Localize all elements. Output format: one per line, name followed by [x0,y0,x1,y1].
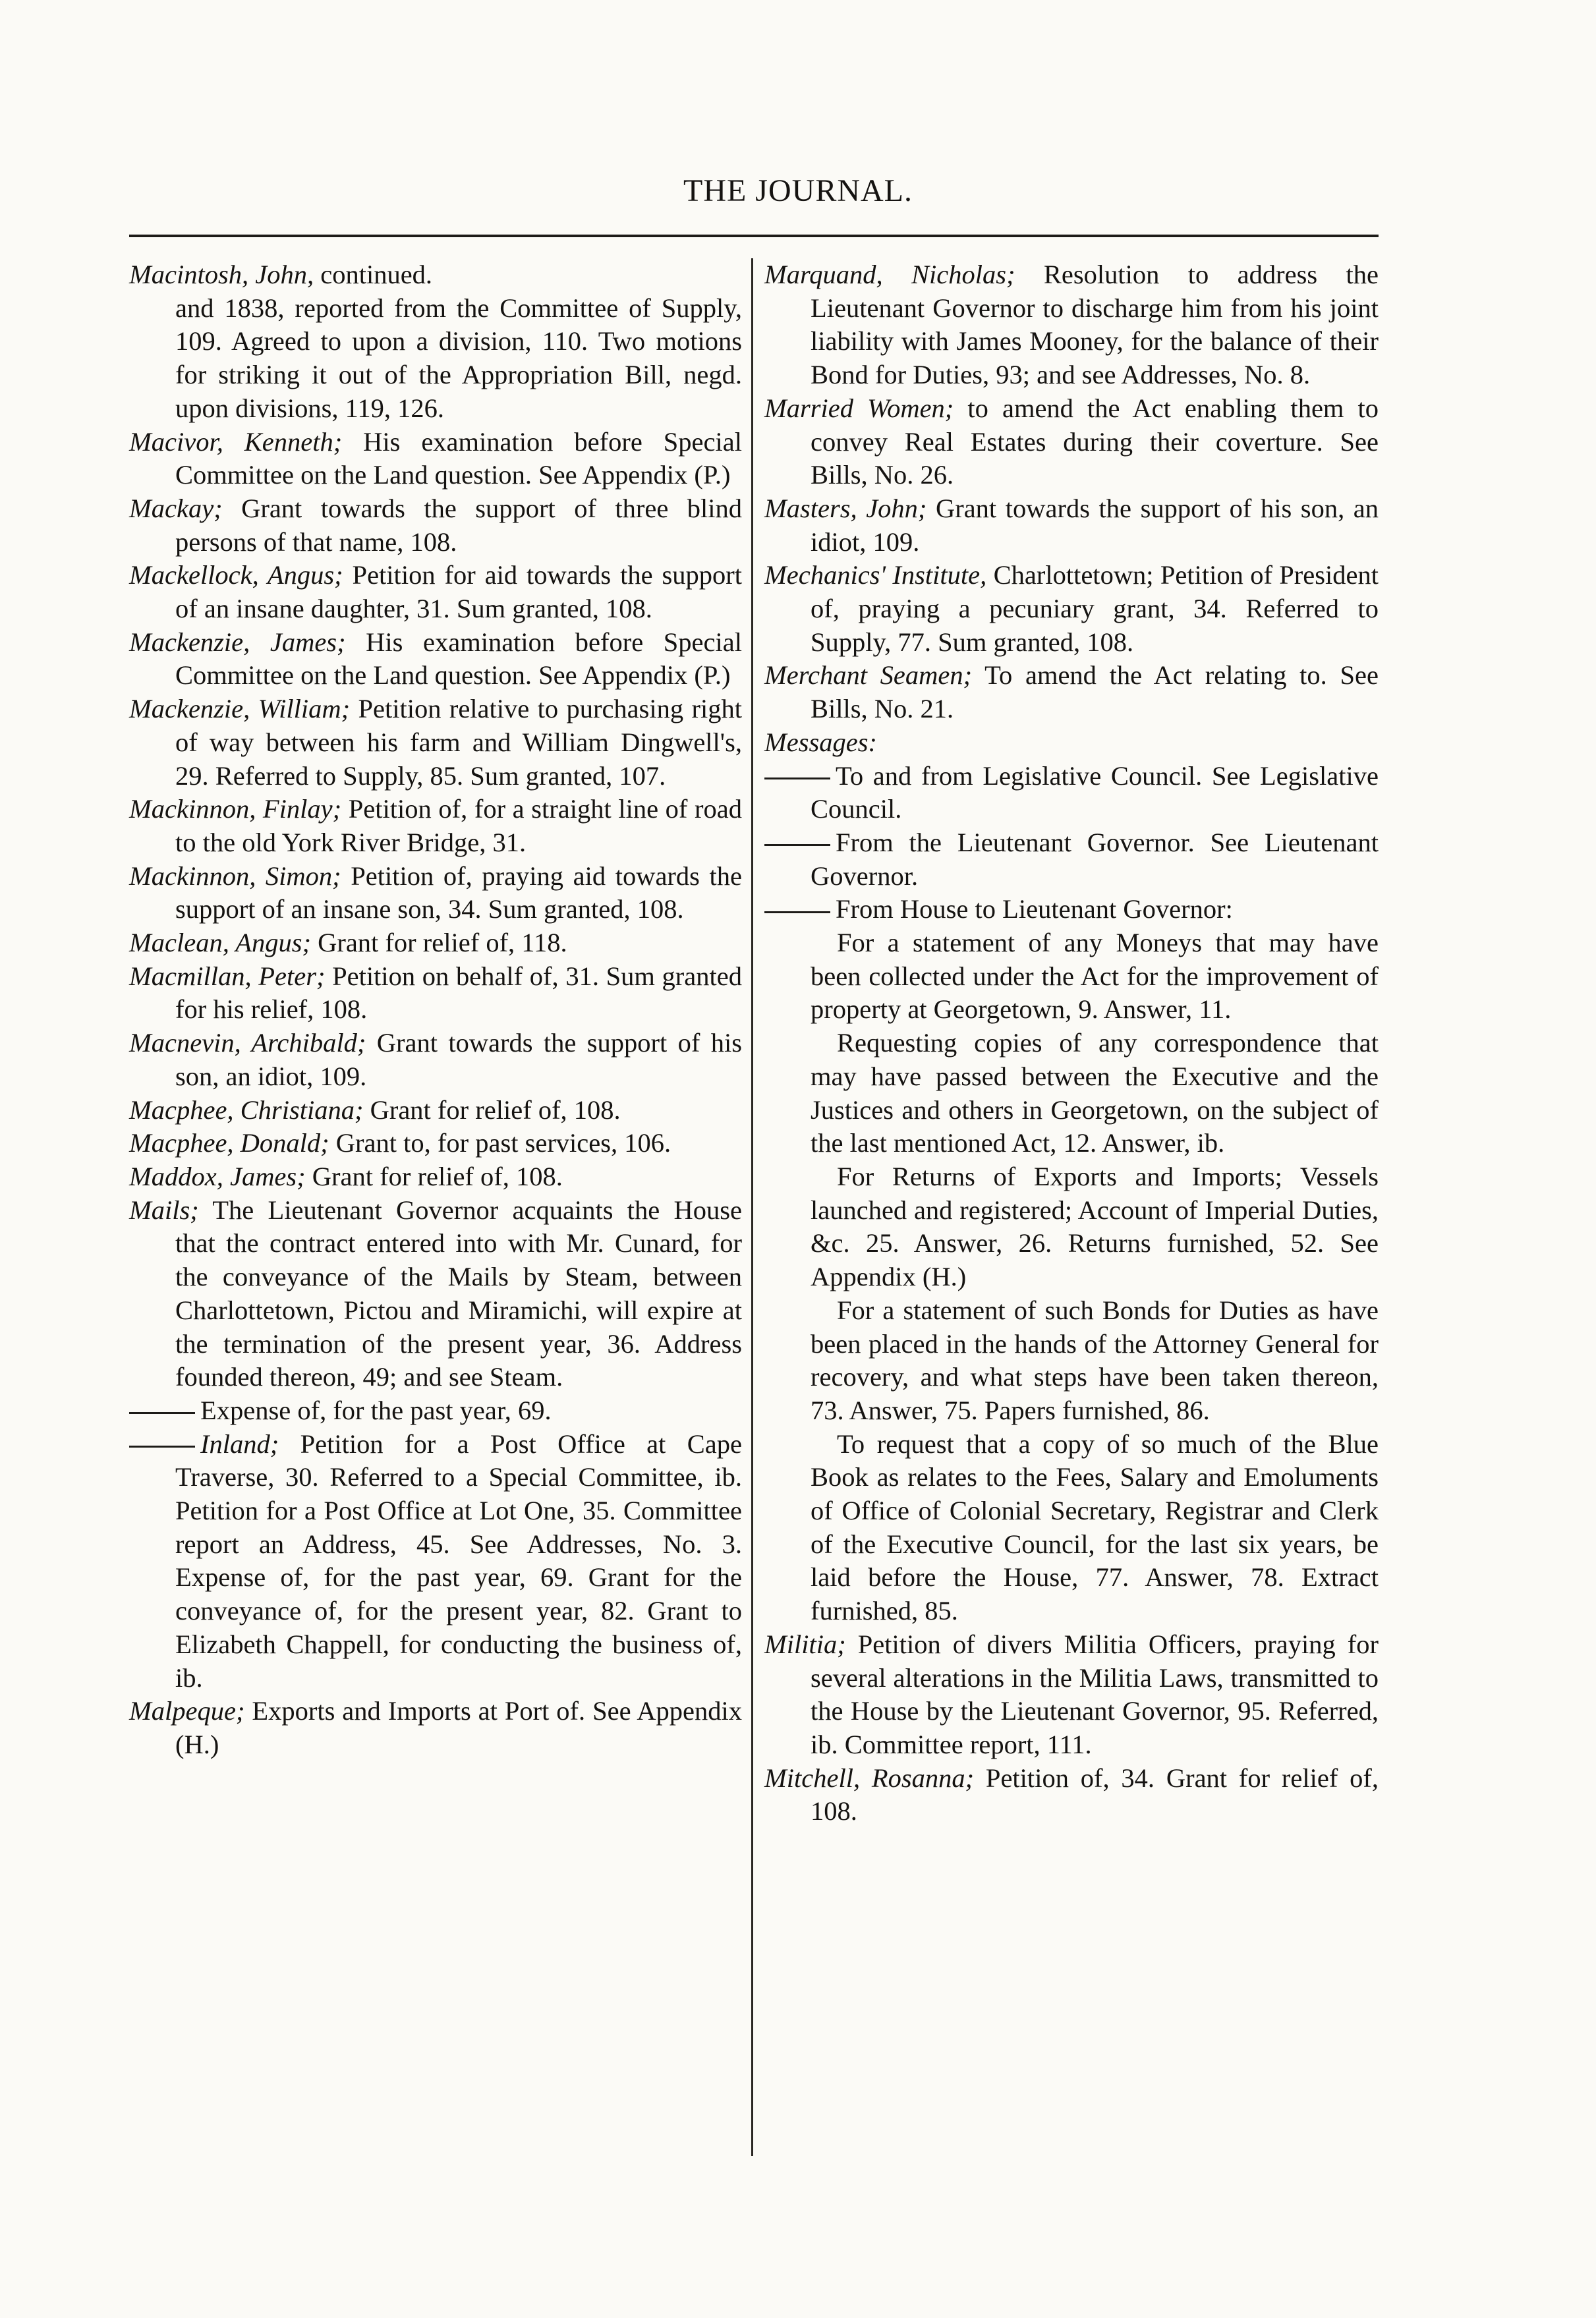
index-entry [764,1160,1379,1294]
entry-heading: Mitchell, Rosanna; [764,1763,975,1793]
page-title: THE JOURNAL. [683,173,913,208]
entry-text: Grant to, for past services, 106. [329,1128,671,1158]
index-entry [764,1294,1379,1428]
entry-heading: Macphee, Donald; [129,1128,329,1158]
entry-heading: Mackenzie, William; [129,694,351,724]
ditto-dash [764,844,830,846]
index-entry [764,926,1379,1027]
index-entry [764,726,1379,760]
index-entry [764,1628,1379,1762]
entry-heading: Mackay; [129,493,223,523]
index-entry [129,626,742,693]
entry-heading: Mackellock, Angus; [129,560,343,590]
entry-heading: Malpeque; [129,1696,245,1726]
index-entry [129,926,742,960]
entry-text: Grant for relief of, 108. [305,1161,563,1191]
entry-heading: Mechanics' Institute, [764,560,987,590]
entry-text: From the Lieutenant Governor. See Lieutenant Governor. [811,827,1379,891]
index-entry [764,559,1379,659]
right-column [764,258,1379,1828]
index-entry [129,492,742,559]
entry-text: Petition relative to purchasing right of way between his farm and William Dingwell's, 29. Referred to Supply, 85. Sum granted, 107. [175,694,742,791]
index-entry [129,559,742,625]
index-entry [764,826,1379,893]
index-entry [129,1127,742,1160]
index-entry [129,292,742,426]
entry-heading: Merchant Seamen; [764,660,973,691]
entry-text: Grant towards the support of his son, an idiot, 109. [175,1028,742,1091]
index-entry [764,760,1379,826]
index-entry [129,1428,742,1695]
entry-text: and 1838, reported from the Committee of Supply, 109. Agreed to upon a division, 110. Two motions for striking it out of the Appropriation Bill, negd. upon divisions, 119, 126. [175,293,742,423]
left-column [129,258,742,1762]
entry-heading: Mackinnon, Finlay; [129,794,342,824]
entry-heading: Inland; [200,1428,279,1459]
index-entry [764,1027,1379,1160]
column-divider [751,258,753,2156]
entry-heading: Macphee, Christiana; [129,1094,364,1125]
ditto-dash [764,777,830,779]
index-entry [764,492,1379,559]
entry-text: Resolution to address the Lieutenant Governor to discharge him from his joint liability with James Mooney, for the balance of their Bond for Duties, 93; and see Addresses, No. 8. [811,260,1379,390]
ditto-dash [129,1412,195,1414]
entry-text: Petition for aid towards the support of an insane daughter, 31. Sum granted, 108. [175,560,742,624]
entry-text: Charlottetown; Petition of President of, praying a pecuniary grant, 34. Referred to Supply, 77. Sum granted, 108. [811,560,1379,657]
index-entry [129,426,742,492]
entry-heading: Messages: [764,727,877,757]
entry-text: Requesting copies of any correspondence that may have passed between the Executive and the Justices and others in Georgetown, on the subject of the last mentioned Act, 12. Answer, ib. [811,1028,1379,1158]
index-entry [129,1160,742,1194]
entry-text: The Lieutenant Governor acquaints the House that the contract entered into with Mr. Cunard, for the conveyance of the Mails by Steam, between Charlottetown, Pictou and Miramichi, will expire at the termination of the present year, 36. Address founded thereon, 49; and see Steam. [175,1195,742,1392]
index-entry [764,1762,1379,1828]
index-entry [764,893,1379,926]
entry-heading: Mackinnon, Simon; [129,861,341,891]
entry-heading: Macintosh, John, [129,260,314,289]
entry-heading: Macmillan, Peter; [129,961,326,991]
entry-text: Petition on behalf of, 31. Sum granted for his relief, 108. [175,961,742,1025]
index-entry [129,258,742,292]
index-entry [129,793,742,859]
entry-heading: Macivor, Kenneth; [129,426,343,457]
index-entry [129,860,742,926]
index-entry [129,1027,742,1093]
entry-text: Petition of, for a straight line of road to the old York River Bridge, 31. [175,794,742,857]
index-entry [129,1695,742,1761]
entry-heading: Macnevin, Archibald; [129,1028,366,1058]
entry-text: Petition of, praying aid towards the support of an insane son, 34. Sum granted, 108. [175,861,742,924]
entry-text: For a statement of such Bonds for Duties as have been placed in the hands of the Attorney General for recovery, and what steps have been taken thereon, 73. Answer, 75. Papers furnished, 86. [811,1295,1379,1425]
entry-text: Petition for a Post Office at Cape Traverse, 30. Referred to a Special Committee, ib. Petition for a Post Office at Lot One, 35. Committee report an Address, 45. See Addresses, No. 3. Expense of, for the past year, 69. Grant for the conveyance of, for the present year, 82. Grant to Elizabeth Chappell, for conducting the business of, ib. [175,1428,742,1693]
entry-text: Grant for relief of, 108. [363,1094,621,1125]
index-entry [764,659,1379,725]
entry-text: Petition of, 34. Grant for relief of, 108. [811,1763,1379,1826]
index-entry [764,258,1379,392]
entry-text: continued. [314,260,433,289]
header-rule [129,235,1379,237]
entry-heading: Maclean, Angus; [129,928,311,958]
index-entry [764,392,1379,492]
entry-heading: Mackenzie, James; [129,627,346,657]
entry-heading: Militia; [764,1629,846,1659]
entry-text: Grant towards the support of his son, an idiot, 109. [811,493,1379,557]
entry-heading: Masters, John; [764,493,927,523]
index-entry [129,1194,742,1394]
entry-text: Grant towards the support of three blind persons of that name, 108. [175,493,742,557]
entry-text: Grant for relief of, 118. [310,928,567,958]
entry-text: For a statement of any Moneys that may have been collected under the Act for the improvement of property at Georgetown, 9. Answer, 11. [811,928,1379,1025]
entry-text: to amend the Act enabling them to convey Real Estates during their coverture. See Bills, No. 26. [811,393,1379,490]
entry-heading: Mails; [129,1195,199,1225]
entry-text: To amend the Act relating to. See Bills, No. 21. [811,660,1379,724]
entry-text: For Returns of Exports and Imports; Vessels launched and registered; Account of Imperial Duties, &c. 25. Answer, 26. Returns furnished, 52. See Appendix (H.) [811,1161,1379,1292]
index-entry [129,1094,742,1127]
entry-text: Expense of, for the past year, 69. [200,1395,552,1425]
entry-text: To request that a copy of so much of the Blue Book as relates to the Fees, Salary and Emoluments of Office of Colonial Secretary, Registrar and Clerk of the Executive Council, for the last six years, be laid before the House, 77. Answer, 78. Extract furnished, 85. [811,1428,1379,1626]
index-entry [764,1428,1379,1628]
entry-text: To and from Legislative Council. See Legislative Council. [811,760,1379,824]
entry-heading: Married Women; [764,393,954,423]
index-entry [129,960,742,1027]
index-entry [129,693,742,793]
ditto-dash [129,1446,195,1448]
entry-heading: Maddox, James; [129,1161,306,1191]
entry-text: His examination before Special Committee on the Land question. See Appendix (P.) [175,627,742,691]
entry-text: His examination before Special Committee on the Land question. See Appendix (P.) [175,426,742,490]
entry-text: Petition of divers Militia Officers, praying for several alterations in the Militia Laws, transmitted to the House by the Lieutenant Governor, 95. Referred, ib. Committee report, 111. [811,1629,1379,1759]
entry-text: From House to Lieutenant Governor: [836,894,1233,924]
index-entry [129,1394,742,1428]
entry-text: Exports and Imports at Port of. See Appendix (H.) [175,1696,742,1759]
ditto-dash [764,911,830,913]
entry-heading: Marquand, Nicholas; [764,260,1015,289]
